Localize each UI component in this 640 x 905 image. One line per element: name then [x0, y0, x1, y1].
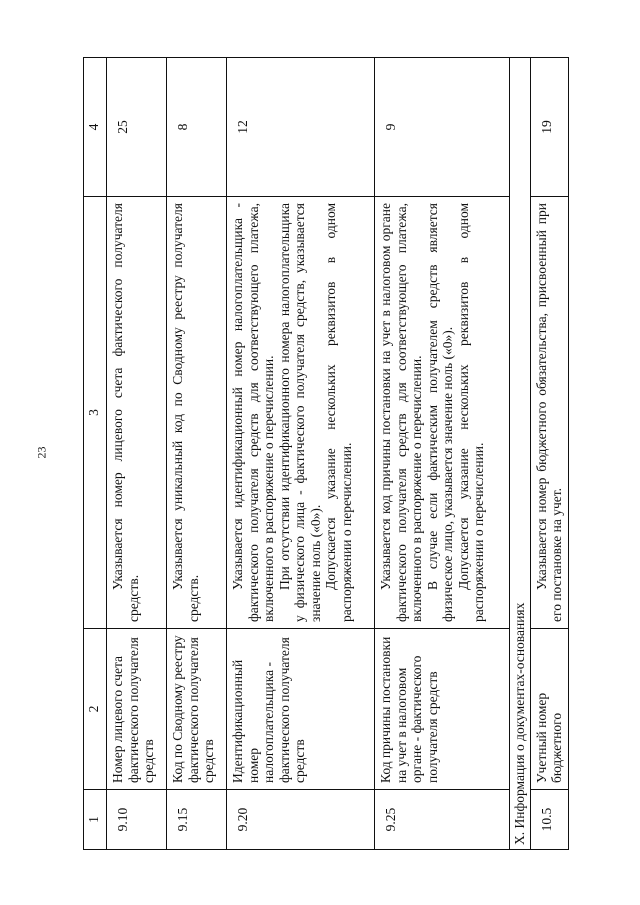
row-length: 9: [375, 58, 510, 197]
row-length: 25: [107, 58, 167, 197]
section-row: [510, 58, 531, 850]
row-length: 12: [227, 58, 375, 197]
table-row: [107, 58, 167, 850]
row-description: Указывается номер лицевого счета фактического получателя средств.: [107, 197, 167, 629]
page-number: 23: [34, 446, 49, 459]
section-title: X. Информация о документах-основаниях: [510, 58, 531, 850]
row-description: Указывается код причины постановки на учет в налоговом органе фактического получателя средств для соответствующего платежа, включенного в распоряжение о перечислении. В случае если фактическим получателем средств является физическое лицо, указывается значение ноль («0»). Допускается указание нескольких реквизитов в одном распоряжении о перечислении.: [375, 197, 510, 629]
row-number: 9.10: [107, 790, 167, 850]
row-number: 9.15: [167, 790, 227, 850]
row-name: Код по Сводному реестру фактического получателя средств: [167, 629, 227, 790]
row-length: 8: [167, 58, 227, 197]
header-col-2: 2: [84, 629, 107, 790]
header-col-1: 1: [84, 790, 107, 850]
row-number: 9.25: [375, 790, 510, 850]
requisites-table: [83, 57, 569, 850]
table-row: [167, 58, 227, 850]
table-row: [227, 58, 375, 850]
row-length: 19: [530, 58, 568, 197]
row-number: 9.20: [227, 790, 375, 850]
header-col-3: 3: [84, 197, 107, 629]
row-description: Указывается номер бюджетного обязательства, присвоенный при его постановке на учет.: [530, 197, 568, 629]
row-number: 10.5: [530, 790, 568, 850]
table-row: [375, 58, 510, 850]
rotated-table-container: [83, 58, 564, 850]
row-description: Указывается идентификационный номер налогоплательщика - фактического получателя средств для соответствующего платежа, включенного в распоряжение о перечислении. При отсутствии идентификационного номера налогоплательщика у физического лица - фактического получателя средств, указывается значение ноль («0»). Допускается указание нескольких реквизитов в одном распоряжении о перечислении.: [227, 197, 375, 629]
row-name: Номер лицевого счета фактического получателя средств: [107, 629, 167, 790]
row-description: Указывается уникальный код по Сводному реестру получателя средств.: [167, 197, 227, 629]
header-row: [84, 58, 107, 850]
header-col-4: 4: [84, 58, 107, 197]
table-row: [530, 58, 568, 850]
row-name: Код причины постановки на учет в налоговом органе - фактического получателя средств: [375, 629, 510, 790]
row-name: Идентификационный номер налогоплательщика - фактического получателя средств: [227, 629, 375, 790]
row-name: Учетный номер бюджетного: [530, 629, 568, 790]
